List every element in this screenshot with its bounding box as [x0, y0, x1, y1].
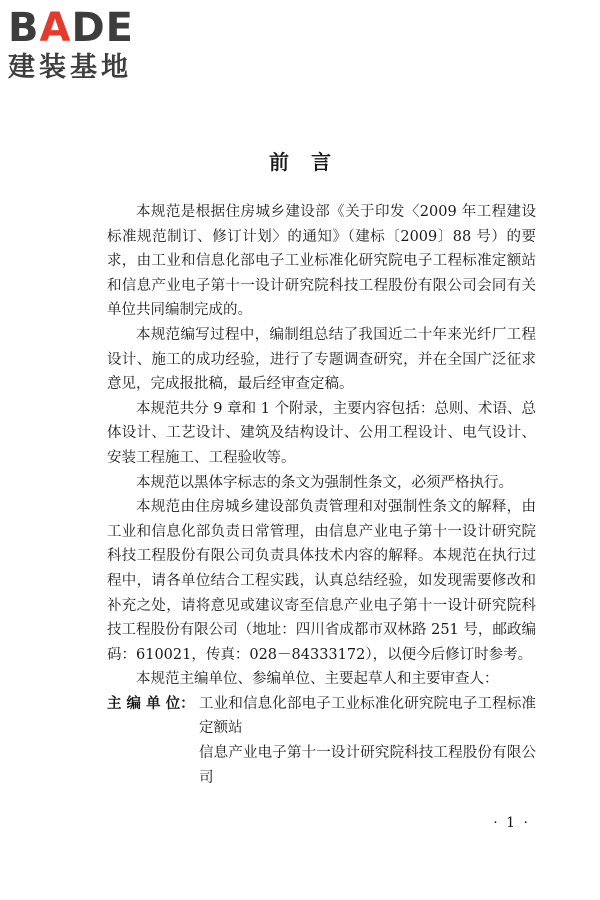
unit-name: 信息产业电子第十一设计研究院科技工程股份有限公司	[199, 745, 536, 786]
paragraph: 本规范编写过程中，编制组总结了我国近二十年来光纤厂工程设计、施工的成功经验，进行了专题调查研究，并在全国广泛征求意见，完成报批稿，最后经审查定稿。	[107, 326, 536, 393]
unit-name: 工业和信息化部电子工业标准化研究院电子工程标准定额站	[199, 695, 536, 737]
logo-accent-letter: A	[39, 5, 72, 51]
chief-units-label: 主 编 单 位：	[107, 694, 195, 712]
paragraph: 本规范以黑体字标志的条文为强制性条文，必须严格执行。	[136, 474, 513, 491]
preface-body	[107, 200, 536, 790]
logo-letters: DE	[71, 5, 134, 51]
paragraph: 本规范共分 9 章和 1 个附录，主要内容包括：总则、术语、总体设计、工艺设计、建筑及结构设计、公用工程设计、电气设计、安装工程施工、工程验收等。	[107, 400, 536, 466]
page-title: 前言	[269, 150, 353, 174]
chief-units-section	[107, 692, 536, 790]
logo-subtitle: 建装基地	[8, 52, 132, 83]
paragraph: 本规范是根据住房城乡建设部《关于印发〈2009 年工程建设标准规范制订、修订计划〉的通知》（建标〔2009〕88 号）的要求，由工业和信息化部电子工业标准化研究院电子工程标准定额站和信息产业电子第十一设计研究院科技工程股份有限公司会同有关单位共同编制完成的。	[107, 204, 536, 319]
logo	[8, 6, 178, 84]
paragraph: 本规范主编单位、参编单位、主要起草人和主要审查人：	[136, 671, 499, 688]
page-number: · 1 ·	[493, 815, 530, 831]
chief-units-list	[199, 692, 536, 790]
logo-wordmark	[8, 6, 178, 50]
paragraph: 本规范由住房城乡建设部负责管理和对强制性条文的解释，由工业和信息化部负责日常管理，由信息产业电子第十一设计研究院科技工程股份有限公司负责具体技术内容的解释。本规范在执行过程中，请各单位结合工程实践，认真总结经验，如发现需要修改和补充之处，请将意见或建议寄至信息产业电子第十一设计研究院科技工程股份有限公司（地址：四川省成都市双林路 251 号，邮政编码：610021，传真：028－84333172），以便今后修订时参考。	[107, 499, 536, 663]
logo-letter: B	[8, 5, 40, 51]
